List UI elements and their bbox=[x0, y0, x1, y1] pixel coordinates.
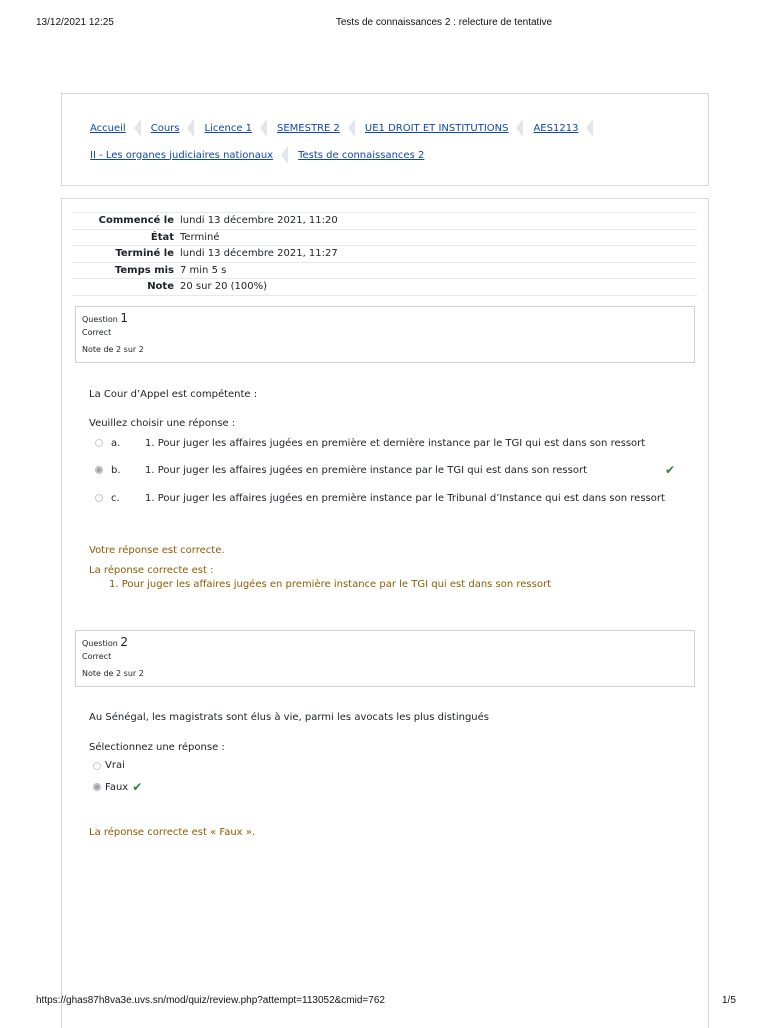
question-2-prompt: Sélectionnez une réponse : bbox=[89, 742, 225, 753]
print-url: https://ghas87h8va3e.uvs.sn/mod/quiz/review.php?attempt=113052&cmid=762 bbox=[36, 995, 385, 1006]
attempt-summary-table bbox=[72, 212, 697, 296]
feedback-status: Votre réponse est correcte. bbox=[89, 545, 225, 556]
question-grade: Note de 2 sur 2 bbox=[82, 669, 144, 678]
breadcrumb-quiz[interactable]: Tests de connaissances 2 bbox=[298, 149, 425, 161]
chevron-right-icon bbox=[586, 119, 593, 137]
question-2-info bbox=[75, 630, 695, 687]
question-label: Question bbox=[82, 639, 118, 648]
breadcrumb-accueil[interactable]: Accueil bbox=[90, 122, 126, 134]
answer-text: 1. Pour juger les affaires jugées en première et dernière instance par le TGI qui est dans son ressort bbox=[145, 437, 646, 449]
question-number: 2 bbox=[120, 635, 128, 649]
answer-option-faux[interactable] bbox=[93, 780, 142, 794]
chevron-right-icon bbox=[348, 119, 355, 137]
print-page-number: 1/5 bbox=[722, 995, 736, 1006]
radio-button[interactable] bbox=[95, 439, 103, 447]
breadcrumb-ue1[interactable]: UE1 DROIT ET INSTITUTIONS bbox=[364, 122, 509, 134]
breadcrumb-aes1213[interactable]: AES1213 bbox=[533, 122, 579, 134]
breadcrumb-cours[interactable]: Cours bbox=[150, 122, 180, 134]
question-state: Correct bbox=[82, 328, 112, 337]
question-1-info bbox=[75, 306, 695, 363]
answer-option-b[interactable]: b. 1. Pour juger les affaires jugées en première instance par le TGI qui est dans son ressort ✔ bbox=[95, 463, 695, 477]
answer-option-c[interactable]: c. 1. Pour juger les affaires jugées en première instance par le Tribunal d’Instance qui est dans son ressort bbox=[95, 491, 695, 505]
radio-button-selected[interactable] bbox=[93, 783, 101, 791]
question-1-text: La Cour d’Appel est compétente : bbox=[89, 389, 258, 400]
question-state: Correct bbox=[82, 652, 112, 661]
breadcrumb-row-1 bbox=[90, 119, 603, 137]
answer-text: Vrai bbox=[105, 760, 125, 771]
chevron-right-icon bbox=[134, 119, 141, 137]
answer-text: 1. Pour juger les affaires jugées en première instance par le Tribunal d’Instance qui est dans son ressort bbox=[145, 492, 665, 504]
chevron-right-icon bbox=[260, 119, 267, 137]
answer-text: 1. Pour juger les affaires jugées en première instance par le TGI qui est dans son ressort bbox=[145, 464, 588, 476]
answer-option-vrai[interactable] bbox=[93, 760, 125, 771]
answer-option-a[interactable]: a. 1. Pour juger les affaires jugées en première et dernière instance par le TGI qui est dans son ressort bbox=[95, 436, 695, 450]
breadcrumb-row-2 bbox=[90, 146, 424, 164]
breadcrumb-section[interactable]: II - Les organes judiciaires nationaux bbox=[90, 149, 274, 161]
print-datetime: 13/12/2021 12:25 bbox=[36, 17, 114, 28]
checkmark-icon: ✔ bbox=[132, 780, 143, 794]
quiz-review bbox=[61, 198, 709, 1028]
summary-row-started: Commencé le lundi 13 décembre 2021, 11:20 bbox=[72, 213, 697, 230]
radio-button[interactable] bbox=[95, 494, 103, 502]
chevron-right-icon bbox=[516, 119, 523, 137]
answer-text: Faux bbox=[105, 781, 129, 793]
radio-button-selected[interactable] bbox=[95, 466, 103, 474]
question-number: 1 bbox=[120, 311, 128, 325]
chevron-right-icon bbox=[281, 146, 288, 164]
summary-row-completed: Terminé le lundi 13 décembre 2021, 11:27 bbox=[72, 246, 697, 263]
feedback-label: La réponse correcte est : bbox=[89, 565, 214, 576]
question-1-prompt: Veuillez choisir une réponse : bbox=[89, 418, 236, 429]
breadcrumb-licence[interactable]: Licence 1 bbox=[204, 122, 253, 134]
print-title: Tests de connaissances 2 : relecture de tentative bbox=[335, 17, 553, 28]
summary-row-time-taken: Temps mis 7 min 5 s bbox=[72, 262, 697, 279]
feedback-correct-answer: 1. Pour juger les affaires jugées en première instance par le TGI qui est dans son ressort bbox=[109, 579, 552, 590]
question-2-text: Au Sénégal, les magistrats sont élus à vie, parmi les avocats les plus distingués bbox=[89, 712, 490, 723]
breadcrumb bbox=[61, 93, 709, 186]
chevron-right-icon bbox=[187, 119, 194, 137]
feedback-correct-answer: La réponse correcte est « Faux ». bbox=[89, 827, 256, 838]
breadcrumb-semestre[interactable]: SEMESTRE 2 bbox=[277, 122, 340, 134]
radio-button[interactable] bbox=[93, 762, 101, 770]
question-label: Question bbox=[82, 315, 118, 324]
question-grade: Note de 2 sur 2 bbox=[82, 345, 144, 354]
summary-row-state: État Terminé bbox=[72, 229, 697, 246]
checkmark-icon: ✔ bbox=[665, 463, 676, 477]
summary-row-grade: Note 20 sur 20 (100%) bbox=[72, 279, 697, 296]
